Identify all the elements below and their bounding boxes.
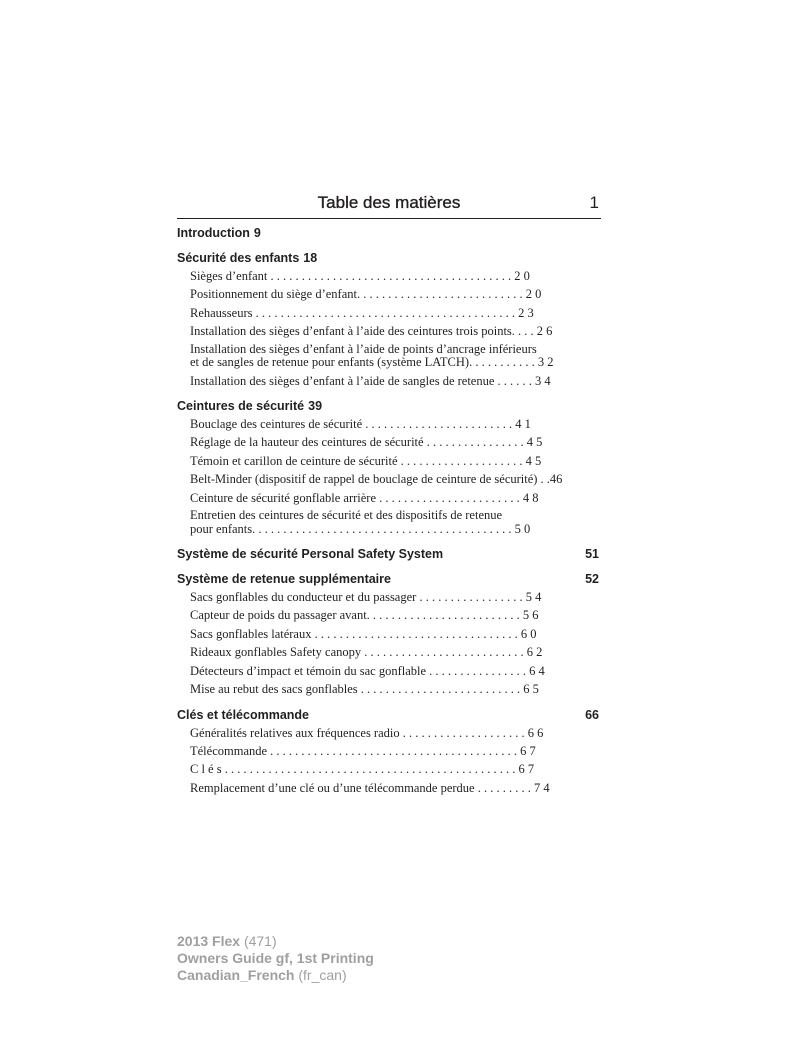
section-page-number: 18 (303, 251, 318, 265)
section-name: Clés et télécommande (177, 707, 309, 722)
page-title: Table des matières (317, 193, 461, 212)
toc-entry[interactable] (177, 680, 627, 698)
toc-section (177, 224, 627, 242)
toc-entry-line: Témoin et carillon de ceinture de sécurité . . . . . . . . . . . . . . . . . . . . 4 5 (190, 453, 542, 468)
toc-entry[interactable] (177, 662, 627, 680)
toc-section-title[interactable] (177, 249, 601, 267)
toc-entry[interactable] (177, 433, 627, 451)
footer-line-guide: Owners Guide gf, 1st Printing (177, 950, 374, 966)
toc-entry-line: Télécommande . . . . . . . . . . . . . . . . . . . . . . . . . . . . . . . . . . . . . . . . 6 7 (190, 743, 536, 758)
section-name: Sécurité des enfants (177, 251, 300, 265)
toc-entry-line: Réglage de la hauteur des ceintures de sécurité . . . . . . . . . . . . . . . . 4 5 (190, 435, 543, 450)
toc-entry[interactable] (177, 742, 627, 760)
toc-entry[interactable] (177, 452, 627, 470)
toc-entry[interactable] (177, 489, 627, 507)
section-page-number: 66 (585, 707, 599, 722)
section-page-number: 9 (253, 226, 261, 240)
toc-entry-line: Installation des sièges d’enfant à l’aide des ceintures trois points. . . . 2 6 (190, 324, 553, 339)
toc-entry-line: Rehausseurs . . . . . . . . . . . . . . . . . . . . . . . . . . . . . . . . . . . . . . . . . . 2 3 (190, 305, 534, 320)
title-spacer (391, 570, 585, 588)
toc-entry-line: Remplacement d’une clé ou d’une télécommande perdue . . . . . . . . . 7 4 (190, 780, 550, 795)
print-footer (177, 933, 374, 984)
toc-section-title[interactable] (177, 706, 601, 724)
toc-entry[interactable] (177, 267, 627, 285)
toc-entry[interactable] (177, 724, 627, 742)
toc-entry[interactable] (177, 285, 627, 303)
toc-entry-line: Rideaux gonflables Safety canopy . . . . . . . . . . . . . . . . . . . . . . . . . . 6 2 (190, 645, 543, 660)
section-name: Ceintures de sécurité (177, 399, 305, 414)
toc-entry-line: Installation des sièges d’enfant à l’aide de points d’ancrage inférieurs (190, 341, 537, 356)
toc-entry[interactable] (177, 588, 627, 606)
toc-entry[interactable] (177, 507, 627, 538)
toc-entry-line: Capteur de poids du passager avant. . . . . . . . . . . . . . . . . . . . . . . . . 5 6 (190, 608, 539, 623)
toc-entry[interactable] (177, 606, 627, 624)
toc-entry-line: Entretien des ceintures de sécurité et des dispositifs de retenue (190, 508, 503, 523)
title-spacer (309, 706, 585, 724)
toc-entry-line: Généralités relatives aux fréquences radio . . . . . . . . . . . . . . . . . . . . 6 6 (190, 725, 544, 740)
toc-entry[interactable] (177, 372, 627, 390)
page-header (177, 192, 601, 219)
toc-entry-line: Détecteurs d’impact et témoin du sac gonflable . . . . . . . . . . . . . . . . 6 4 (190, 663, 545, 678)
toc-entry-line: Sièges d’enfant . . . . . . . . . . . . . . . . . . . . . . . . . . . . . . . . . . . . . . . 2 0 (190, 269, 530, 283)
toc-entry[interactable] (177, 779, 627, 797)
toc-entry-line: Sacs gonflables latéraux . . . . . . . . . . . . . . . . . . . . . . . . . . . . . . . . . 6 0 (190, 626, 537, 641)
toc-entry-line: Positionnement du siège d’enfant. . . . . . . . . . . . . . . . . . . . . . . . . . . 2 0 (190, 287, 542, 302)
section-name: Système de retenue supplémentaire (177, 572, 391, 587)
page-number: 1 (589, 193, 599, 212)
section-page-number: 51 (585, 547, 599, 562)
toc-entry[interactable] (177, 643, 627, 661)
toc-entry-line: Installation des sièges d’enfant à l’aide de sangles de retenue . . . . . . 3 4 (190, 373, 551, 388)
toc-entry[interactable] (177, 322, 627, 340)
section-page-number: 39 (308, 399, 323, 414)
toc-entry-line: Belt-Minder (dispositif de rappel de bouclage de ceinture de sécurité) . .46 (190, 472, 563, 487)
toc-section-title[interactable] (177, 397, 601, 415)
toc-section-title[interactable] (177, 224, 601, 242)
section-page-number: 52 (585, 572, 599, 587)
table-of-contents (177, 224, 627, 804)
toc-entry[interactable] (177, 415, 627, 433)
title-spacer (443, 545, 585, 563)
toc-entry-line: Bouclage des ceintures de sécurité . . . . . . . . . . . . . . . . . . . . . . . . 4 1 (190, 417, 531, 432)
toc-entry-line: et de sangles de retenue pour enfants (système LATCH). . . . . . . . . . . 3 2 (190, 355, 554, 370)
toc-section (177, 545, 627, 563)
toc-entry[interactable] (177, 625, 627, 643)
toc-entry-line: Sacs gonflables du conducteur et du passager . . . . . . . . . . . . . . . . . 5 4 (190, 590, 542, 605)
toc-entry[interactable] (177, 470, 627, 488)
toc-entry[interactable] (177, 760, 627, 778)
footer-line-model: 2013 Flex (471) (177, 933, 277, 949)
toc-entry-line: C l é s . . . . . . . . . . . . . . . . . . . . . . . . . . . . . . . . . . . . . . . . . . . . . . . 6 7 (190, 762, 535, 777)
toc-entry-line: Ceinture de sécurité gonflable arrière . . . . . . . . . . . . . . . . . . . . . . . 4 8 (190, 490, 539, 505)
footer-line-language: Canadian_French (fr_can) (177, 967, 347, 983)
toc-section-title[interactable] (177, 545, 601, 563)
toc-section-title[interactable] (177, 570, 601, 588)
toc-section (177, 570, 627, 698)
toc-section (177, 249, 627, 390)
toc-entry-line: pour enfants. . . . . . . . . . . . . . . . . . . . . . . . . . . . . . . . . . . . . . . . . . 5 0 (190, 521, 531, 536)
toc-section (177, 397, 627, 538)
section-name: Système de sécurité Personal Safety System (177, 547, 444, 562)
toc-entry[interactable] (177, 304, 627, 322)
toc-section (177, 706, 627, 798)
toc-entry-line: Mise au rebut des sacs gonflables . . . . . . . . . . . . . . . . . . . . . . . . . . 6 5 (190, 682, 539, 697)
toc-entry[interactable] (177, 341, 627, 372)
section-name: Introduction (177, 226, 250, 240)
